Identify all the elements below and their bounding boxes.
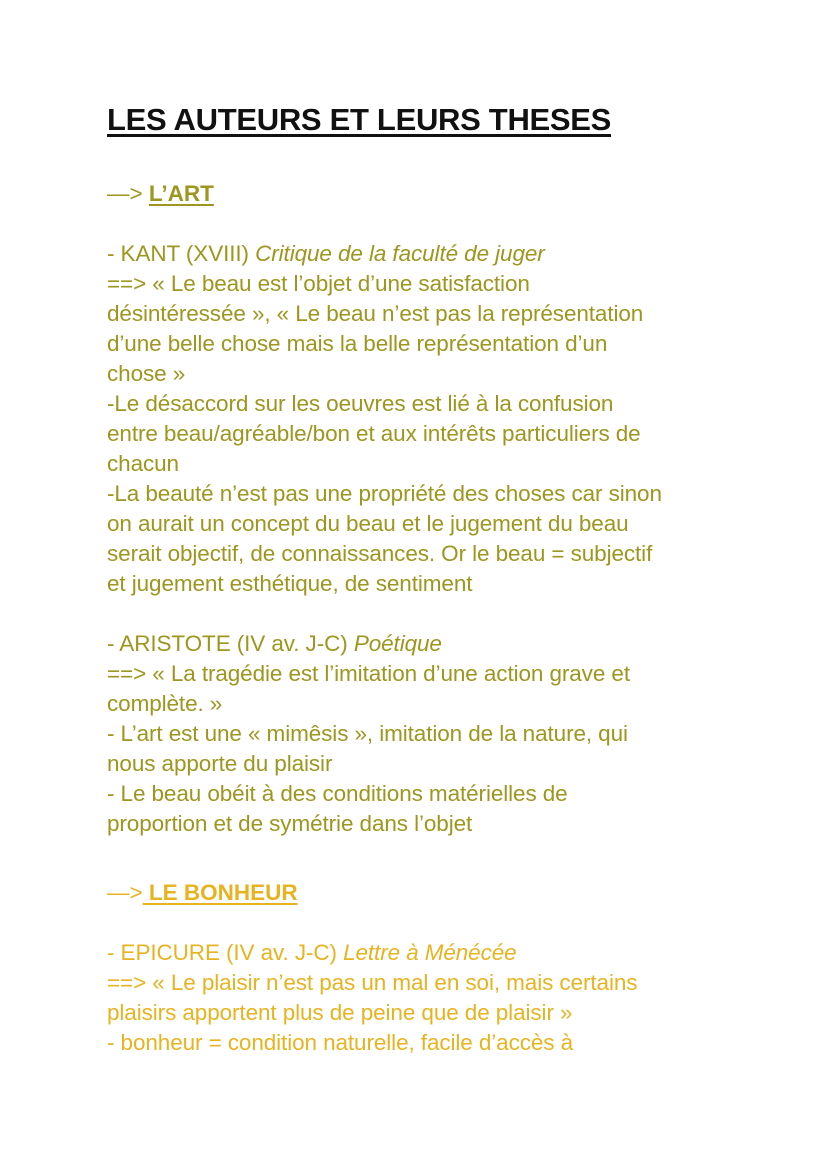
text-line: d’une belle chose mais la belle représentation d’un xyxy=(107,331,608,356)
text-line: ==> « Le plaisir n’est pas un mal en soi, mais certains xyxy=(107,970,638,995)
text-line: - L’art est une « mimêsis », imitation de la nature, qui xyxy=(107,721,628,746)
document-page xyxy=(107,100,747,1058)
text-line: ==> « Le beau est l’objet d’une satisfaction xyxy=(107,271,530,296)
text-line: chose » xyxy=(107,361,186,386)
text-line: plaisirs apportent plus de peine que de plaisir » xyxy=(107,1000,573,1025)
text-line: complète. » xyxy=(107,691,223,716)
text-line: - bonheur = condition naturelle, facile d’accès à xyxy=(107,1030,574,1055)
author-line xyxy=(107,629,747,659)
text-line: entre beau/agréable/bon et aux intérêts particuliers de xyxy=(107,421,641,446)
page-title: LES AUTEURS ET LEURS THESES xyxy=(107,102,612,137)
text-line: on aurait un concept du beau et le jugement du beau xyxy=(107,511,629,536)
text-line: chacun xyxy=(107,451,179,476)
section-bonheur xyxy=(107,878,747,1058)
section-heading xyxy=(107,878,747,908)
section-label: LE BONHEUR xyxy=(142,880,298,905)
author-line xyxy=(107,239,747,269)
text-line: - Le beau obéit à des conditions matérielles de xyxy=(107,781,568,806)
text-line: nous apporte du plaisir xyxy=(107,751,333,776)
section-label: L’ART xyxy=(148,181,214,206)
arrow-icon: —> xyxy=(107,880,143,905)
text-line: proportion et de symétrie dans l’objet xyxy=(107,811,473,836)
author-name: - EPICURE (IV av. J-C) xyxy=(107,940,337,965)
work-title: Critique de la faculté de juger xyxy=(255,241,545,266)
section-art xyxy=(107,179,747,839)
work-title: Poétique xyxy=(353,631,442,656)
author-entry-epicure xyxy=(107,938,747,1058)
work-title: Lettre à Ménécée xyxy=(343,940,517,965)
author-entry-aristote xyxy=(107,629,747,839)
text-line: désintéressée », « Le beau n’est pas la représentation xyxy=(107,301,644,326)
text-line: -Le désaccord sur les oeuvres est lié à la confusion xyxy=(107,391,614,416)
arrow-icon: —> xyxy=(107,181,143,206)
author-line xyxy=(107,938,747,968)
text-line: et jugement esthétique, de sentiment xyxy=(107,571,473,596)
author-name: - KANT (XVIII) xyxy=(107,241,249,266)
text-line: -La beauté n’est pas une propriété des choses car sinon xyxy=(107,481,662,506)
text-line: serait objectif, de connaissances. Or le beau = subjectif xyxy=(107,541,653,566)
author-entry-kant xyxy=(107,239,747,599)
section-heading xyxy=(107,179,747,209)
text-line: ==> « La tragédie est l’imitation d’une action grave et xyxy=(107,661,630,686)
author-name: - ARISTOTE (IV av. J-C) xyxy=(107,631,348,656)
